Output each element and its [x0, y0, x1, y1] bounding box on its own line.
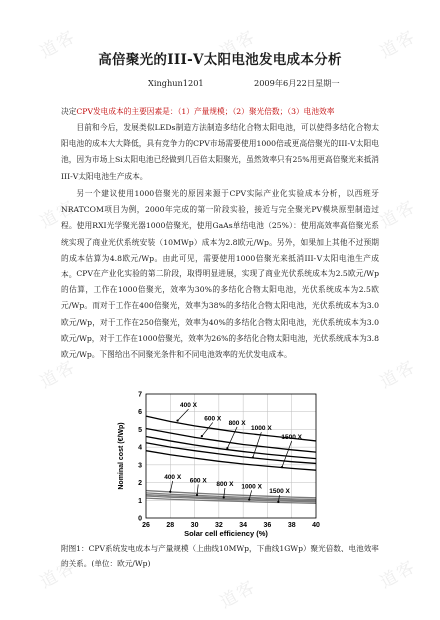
lower-series-label: 600 X — [189, 477, 207, 485]
upper-label-arrowhead — [201, 435, 203, 437]
upper-label-arrow — [282, 441, 292, 467]
x-tick-label: 26 — [142, 522, 150, 529]
watermark: 道客 — [36, 556, 80, 593]
x-tick-label: 34 — [239, 522, 248, 529]
upper-series-label: 400 X — [180, 402, 197, 410]
watermark: 道客 — [376, 196, 420, 233]
lower-series-label: 800 X — [216, 481, 234, 488]
upper-series-label: 600 X — [204, 415, 222, 423]
upper-label-arrow — [227, 427, 237, 448]
paragraph-1: 目前和今后，发展类似LEDs制造方法制造多结化合物太阳电池，可以使得多结化合物太阳电池的成本大大降低，具有竞争力的CPV市场需要使用1000倍或更高倍聚光的III-Ⅴ太阳电池，因为市场上Si太阳电池已经做到几百倍太阳聚光，虽然效率只有25%用更高倍聚光来抵消III-Ⅴ太阳电池生产成本。 — [61, 123, 379, 181]
y-tick-label: 1 — [138, 497, 142, 505]
upper-series-label: 800 X — [228, 419, 246, 427]
upper-series-label: 1000 X — [251, 425, 272, 433]
x-tick-label: 38 — [287, 522, 296, 529]
date: 2009年6月22日星期一 — [254, 78, 340, 88]
key-factors-emphasis: CPV发电成本的主要因素是：（1）产量规模；（2）聚光倍数；（3）电池效率 — [76, 107, 335, 116]
y-tick-label: 4 — [138, 444, 142, 452]
lower-label-arrowhead — [169, 491, 171, 493]
upper-series-line — [146, 443, 316, 464]
y-tick-label: 2 — [138, 480, 142, 488]
lower-series-label: 1500 X — [269, 488, 290, 496]
watermark: 道客 — [216, 26, 260, 63]
y-axis-label: Nominal cost (€/Wp) — [118, 422, 125, 490]
x-tick-label: 40 — [312, 522, 320, 529]
upper-series-label: 1500 X — [281, 434, 303, 442]
author: Xinghun1201 — [148, 78, 204, 88]
lower-label-arrowhead — [277, 501, 279, 503]
lower-series-label: 1000 X — [241, 483, 262, 491]
x-tick-label: 28 — [166, 522, 175, 529]
watermark: 道客 — [36, 26, 80, 63]
y-tick-label: 5 — [138, 426, 142, 434]
x-tick-label: 30 — [190, 522, 199, 529]
paragraph-2: 另一个建议使用1000倍聚光的原因来源于CPV实际产业化实验成本分析，以西班牙NRATCOM项目为例，2000年完成的第一阶段实验，接近与完全聚光PV模块原型制造过程。使用RXI光学聚光器1000倍聚光，使用GaAs单结电池（25%）：使用高效率高倍聚光系统实现了商业光伏系统安装（10MWp）成本为2.8欧元/Wp。另外，如果加上其他不过预期的成本估算为4.8欧元/Wp。由此可见，需要使用1000倍聚光来抵消III-Ⅴ太阳电池生产成本。 — [61, 189, 379, 280]
y-tick-label: 0 — [138, 515, 142, 523]
y-tick-label: 6 — [138, 409, 142, 417]
watermark: 道客 — [376, 356, 420, 393]
key-factors-lead: 决定 — [61, 107, 77, 116]
lower-label-arrowhead — [248, 498, 250, 500]
figure-caption: 附图1：CPV系统发电成本与产量规模（上曲线10MWp，下曲线1GWp）聚光倍数、电池效率的关系。(单位：欧元/Wp) — [61, 544, 379, 568]
lower-series-label: 400 X — [164, 473, 182, 481]
watermark: 道客 — [36, 196, 80, 233]
x-axis-label: Solar cell efficiency (%) — [184, 529, 268, 538]
y-tick-label: 7 — [138, 391, 142, 399]
watermark: 道客 — [376, 556, 420, 593]
document-title: 高倍聚光的III-Ⅴ太阳电池发电成本分析 — [98, 52, 342, 68]
watermark: 道客 — [36, 356, 80, 393]
y-tick-label: 3 — [138, 462, 142, 470]
x-tick-label: 36 — [263, 522, 272, 529]
lower-label-arrowhead — [223, 496, 225, 498]
upper-series-line — [146, 451, 316, 470]
chart-ticks — [138, 392, 320, 530]
upper-label-arrowhead — [176, 419, 178, 421]
chart-series-labels — [164, 402, 302, 503]
upper-label-arrowhead — [281, 466, 283, 468]
cost-chart — [116, 386, 328, 538]
upper-label-arrowhead — [252, 456, 254, 458]
upper-label-arrowhead — [226, 447, 228, 449]
upper-label-arrow — [178, 409, 189, 420]
lower-label-arrowhead — [196, 494, 198, 496]
paragraph-3: CPV在产业化实验的第二阶段，取得明显进展，实现了商业光伏系统成本为2.5欧元/Wp的估算，工作在1000倍聚光，效率为30%的多结化合物太阳电池，光伏系统成本为2.5欧元/Wp。而对于工作在400倍聚光，效率为38%的多结化合物太阳电池，光伏系统成本为3.0欧元/Wp，对于工作在250倍聚光，效率为40%的多结化合物太阳电池，光伏系统成本为3.0欧元/Wp，对于工作在1000倍聚光，效率为26%的多结化合物太阳电池，光伏系统成本为3.8欧元/Wp。下图给出不同聚光条件和不同电池效率的光伏发电成本。 — [61, 269, 379, 360]
watermark: 道客 — [376, 26, 420, 63]
cost-chart-svg — [116, 386, 328, 538]
watermark: 道客 — [216, 576, 260, 613]
key-factors-line — [61, 104, 379, 120]
x-tick-label: 32 — [214, 522, 223, 529]
